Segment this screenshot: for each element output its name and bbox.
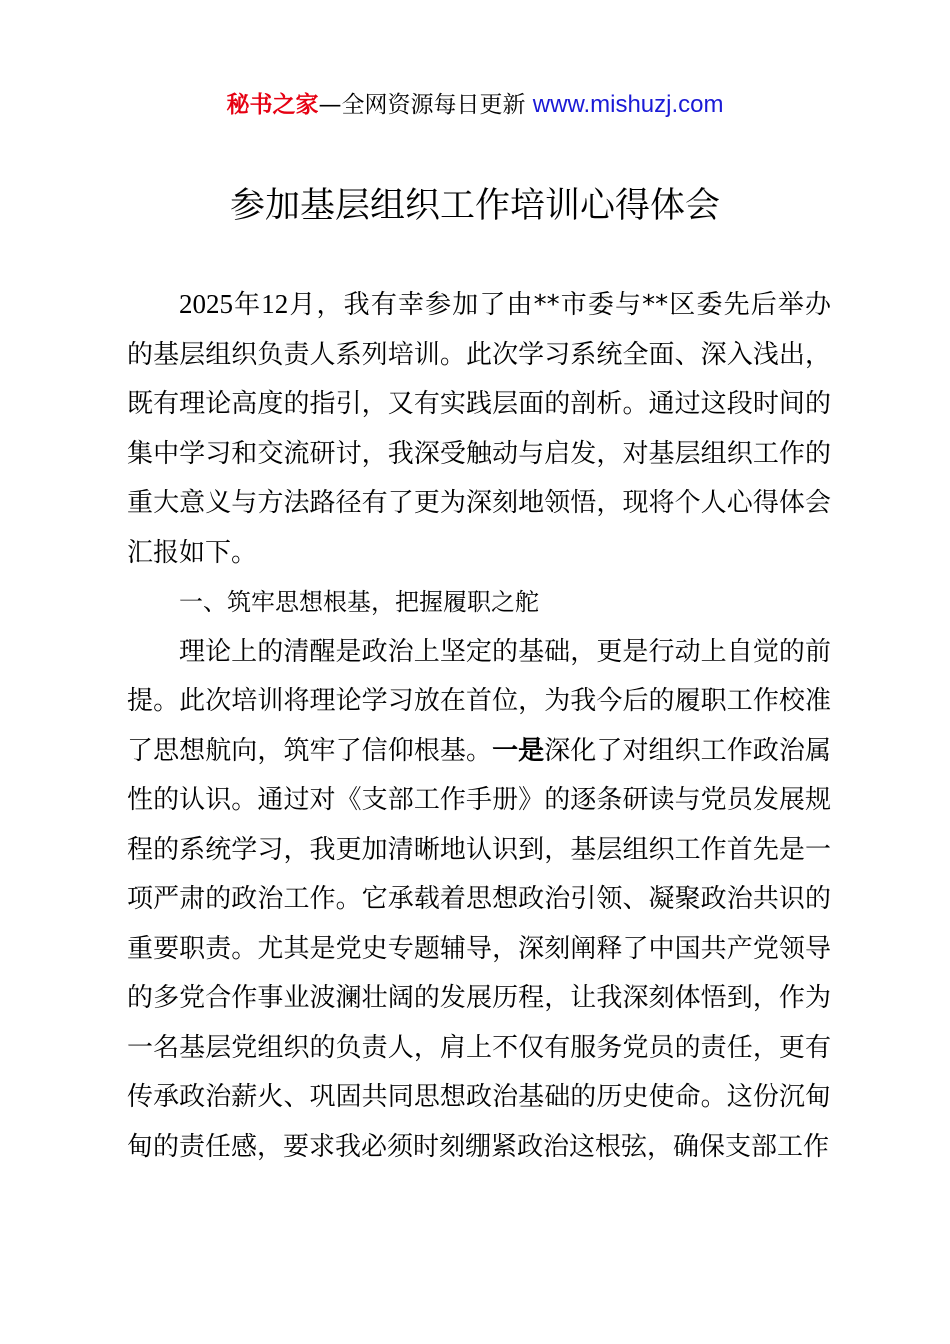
site-header	[0, 87, 950, 123]
document-body	[127, 280, 831, 1172]
brand-name: 秘书之家	[226, 92, 319, 118]
intro-text: 月，我有幸参加了由**市委与**区委先后举办的基层组织负责人系列培训。此次学习系统全面、深入浅出，既有理论高度的指引，又有实践层面的剖析。通过这段时间的集中学习和交流研讨，我深受触动与启发，对基层组织工作的重大意义与方法路径有了更为深刻地领悟，现将个人心得体会汇报如下。	[127, 290, 831, 568]
section-1-text: 深化了对组织工作政治属性的认识。通过对《支部工作手册》的逐条研读与党员发展规程的系统学习，我更加清晰地认识到，基层组织工作首先是一项严肃的政治工作。它承载着思想政治引领、凝聚政治共识的重要职责。尤其是党史专题辅导，深刻阐释了中国共产党领导的多党合作事业波澜壮阔的发展历程，让我深刻体悟到，作为一名基层党组织的负责人，肩上不仅有服务党员的责任，更有传承政治薪火、巩固共同思想政治基础的历史使命。这份沉甸甸的责任感，要求我必须时刻绷紧政治这根弦，确保支部工作	[127, 735, 831, 1162]
document-title: 参加基层组织工作培训心得体会	[229, 186, 720, 226]
intro-paragraph	[127, 280, 831, 578]
intro-month: 12	[261, 289, 289, 319]
section-1-lead: 理论上的清醒是政治上坚定的基础，更是行动上自觉的前提。此次培训将理论学习放在首位，为我今后的履职工作校准了思想航向，筑牢了信仰根基。	[127, 636, 831, 766]
section-1-heading: 一、筑牢思想根基，把握履职之舵	[179, 588, 539, 616]
section-1-point-marker: 一是	[492, 735, 545, 766]
site-url-link[interactable]: www.mishuzj.com	[532, 91, 724, 118]
intro-year: 2025	[179, 289, 233, 319]
intro-year-suffix: 年	[233, 290, 262, 320]
section-1-paragraph	[127, 628, 831, 1173]
tagline: —全网资源每日更新	[318, 92, 533, 118]
